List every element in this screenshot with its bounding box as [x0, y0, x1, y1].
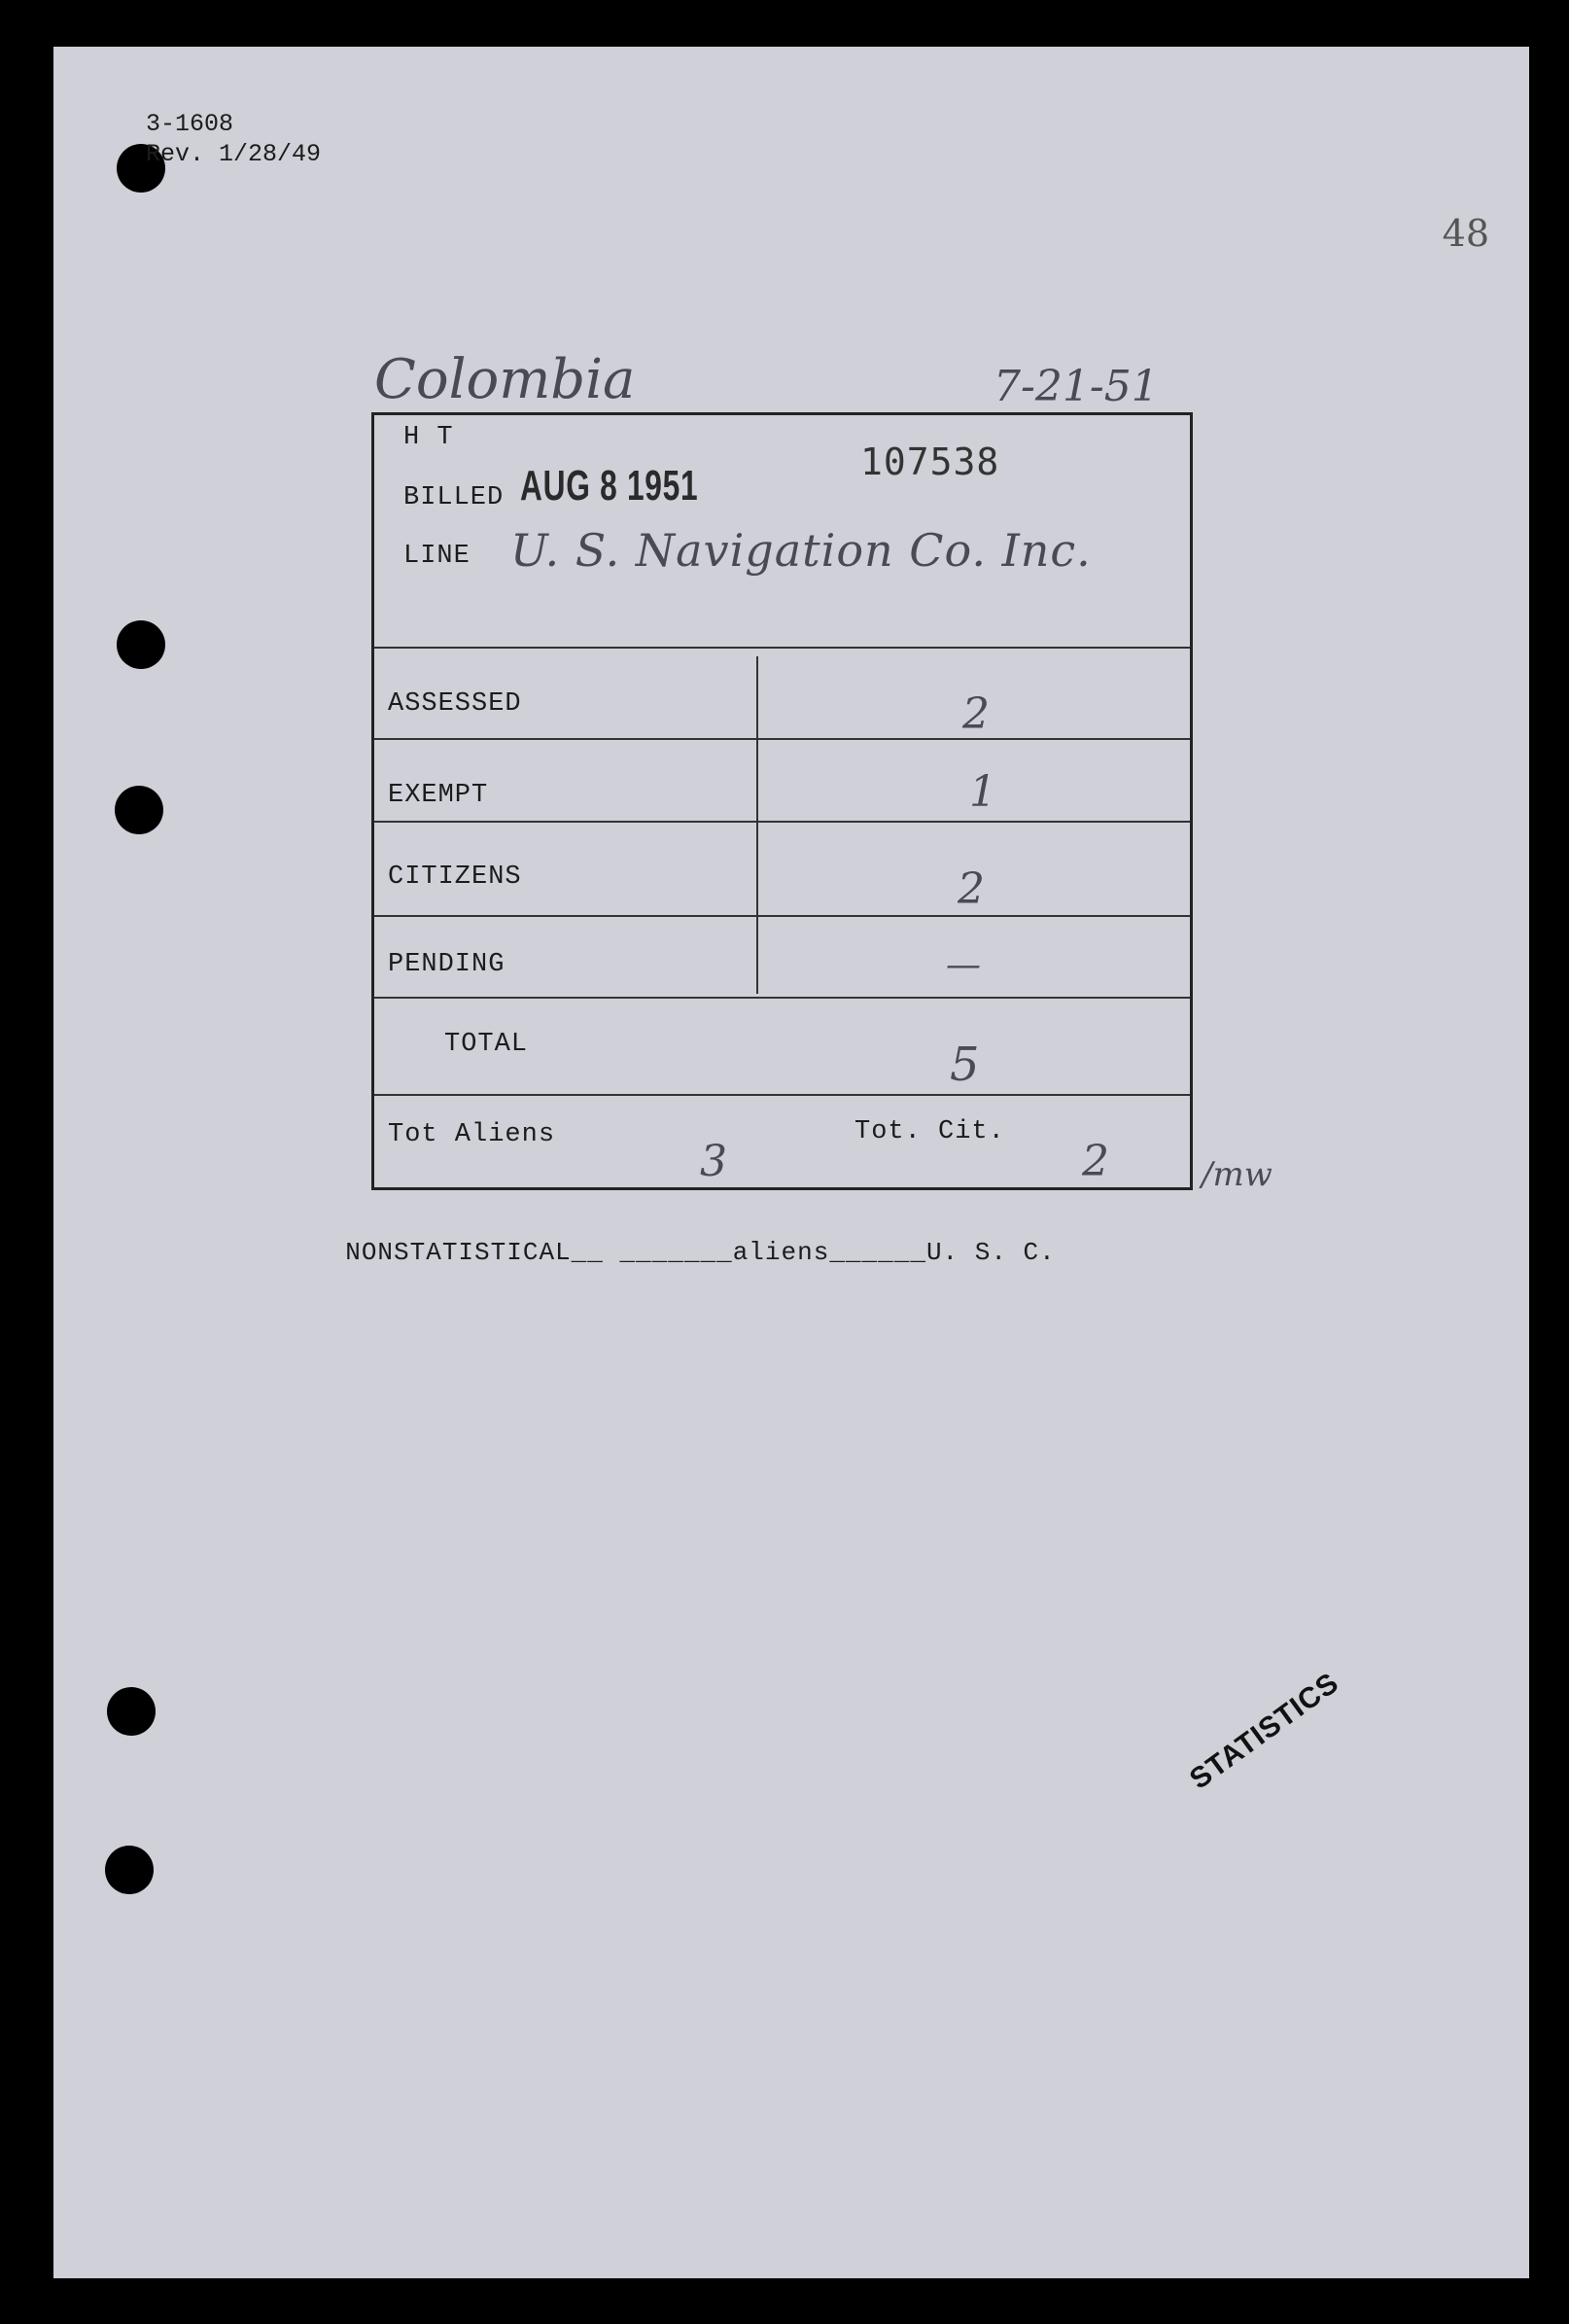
- billed-label: BILLED: [403, 483, 505, 512]
- country-handwritten: Colombia: [374, 348, 636, 411]
- punch-hole: [115, 786, 163, 834]
- aliens-label: aliens: [732, 1238, 830, 1267]
- divider: [374, 1094, 1190, 1096]
- total-label: TOTAL: [444, 1030, 529, 1059]
- punch-hole: [107, 1687, 156, 1736]
- ht-label: H T: [403, 423, 454, 452]
- exempt-value: 1: [969, 767, 997, 817]
- billed-date-stamp: AUG 8 1951: [520, 462, 699, 510]
- divider: [374, 997, 1190, 999]
- total-value: 5: [950, 1038, 981, 1092]
- form-code: [146, 109, 321, 170]
- tot-aliens-label: Tot Aliens: [388, 1120, 556, 1149]
- line-value: U. S. Navigation Co. Inc.: [510, 524, 1092, 577]
- nonstatistical-label: NONSTATISTICAL: [345, 1238, 572, 1267]
- statistics-card: [371, 412, 1193, 1190]
- divider: [374, 738, 1190, 740]
- initials: /mw: [1202, 1155, 1273, 1194]
- date-handwritten: 7-21-51: [994, 362, 1159, 411]
- statistics-stamp: STATISTICS: [1184, 1666, 1345, 1796]
- form-number: 3-1608: [146, 110, 234, 138]
- nonstatistical-line: [313, 1209, 1056, 1267]
- tot-cit-label: Tot. Cit.: [854, 1117, 1005, 1146]
- divider: [374, 915, 1190, 917]
- reference-number: 107538: [860, 440, 1000, 483]
- blank-line: ______: [829, 1238, 926, 1267]
- divider: [374, 821, 1190, 823]
- assessed-value: 2: [962, 689, 991, 739]
- citizens-value: 2: [958, 864, 986, 914]
- page-number: 48: [1442, 212, 1489, 255]
- assessed-label: ASSESSED: [388, 689, 522, 719]
- punch-hole: [117, 620, 165, 669]
- tot-cit-value: 2: [1082, 1137, 1110, 1186]
- citizens-label: CITIZENS: [388, 863, 522, 892]
- form-revision: Rev. 1/28/49: [146, 140, 322, 169]
- line-label: LINE: [403, 542, 471, 571]
- pending-label: PENDING: [388, 950, 506, 979]
- pending-value: —: [946, 945, 982, 985]
- blank-line: __ _______: [571, 1238, 733, 1267]
- tot-aliens-value: 3: [700, 1137, 728, 1186]
- usc-label: U. S. C.: [925, 1238, 1056, 1267]
- exempt-label: EXEMPT: [388, 781, 489, 810]
- divider: [374, 647, 1190, 649]
- column-divider: [756, 656, 758, 994]
- punch-hole: [105, 1846, 154, 1894]
